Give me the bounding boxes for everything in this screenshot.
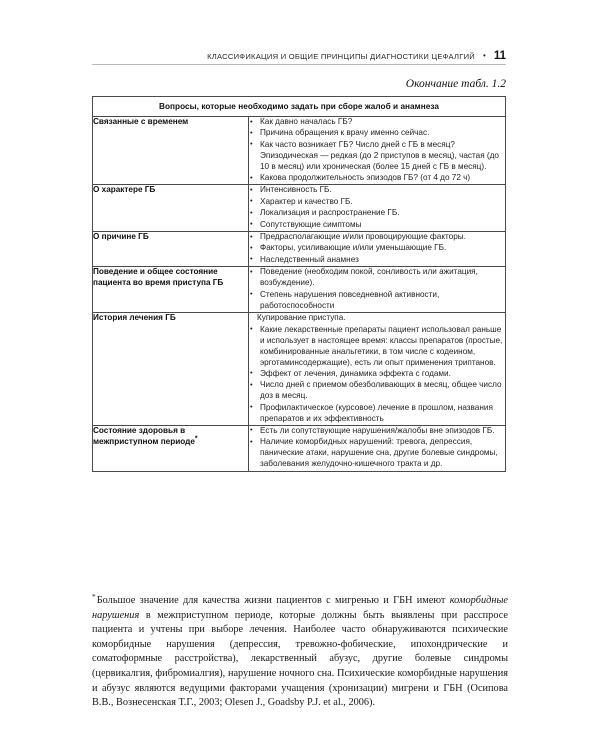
list-item: • Локализация и распространение ГБ.: [249, 208, 505, 219]
table-row: [93, 425, 506, 471]
list-item: • Причина обращения к врачу именно сейчас.: [249, 128, 505, 139]
row-category-label: Состояние здоровья в межприступном периоде: [93, 425, 195, 446]
list-item: • Характер и качество ГБ.: [249, 197, 505, 208]
row-content-cell: [249, 267, 506, 313]
bullet-list: [249, 325, 505, 425]
row-content-cell: [249, 425, 506, 471]
row-category-cell: История лечения ГБ: [93, 312, 249, 425]
row-content-cell: [249, 117, 506, 185]
list-item: • Какие лекарственные препараты пациент использовал раньше и использует в настоящее время: классы препаратов (простые, комбинированные анальгетики, в том числе с кодеином, эрготаминсодержащие), есть ли опыт применения триптанов.: [249, 325, 505, 369]
row-category-cell: О причине ГБ: [93, 232, 249, 267]
row-category-cell: Связанные с временем: [93, 117, 249, 185]
table-row: [93, 117, 506, 185]
list-item: • Сопутствующие симптомы: [249, 220, 505, 231]
list-item: • Как давно началась ГБ?: [249, 117, 505, 128]
table-caption: Окончание табл. 1.2: [405, 78, 506, 90]
list-item: • Как часто возникает ГБ? Число дней с ГБ в месяц? Эпизодическая — редкая (до 2 приступов в месяц), частая (до 10 в месяц) или хроническая (более 15 дней с ГБ в месяц).: [249, 140, 505, 173]
list-item: • Степень нарушения повседневной активности, работоспособности: [249, 290, 505, 312]
list-item: • Факторы, усиливающие и/или уменьшающие ГБ.: [249, 243, 505, 254]
row-category-cell: [93, 425, 249, 471]
bullet-list: [249, 117, 505, 184]
table-row: [93, 185, 506, 232]
table-row: [93, 267, 506, 313]
table-header-cell: Вопросы, которые необходимо задать при сборе жалоб и анамнеза: [93, 97, 506, 117]
list-item: • Какова продолжительность эпизодов ГБ? (от 4 до 72 ч): [249, 173, 505, 184]
list-item: • Есть ли сопутствующие нарушения/жалобы вне эпизодов ГБ.: [249, 426, 505, 437]
table-row: [93, 312, 506, 425]
page-number: 11: [493, 50, 506, 62]
list-item: • Наследственный анамнез: [249, 255, 505, 266]
row-content-cell: [249, 312, 506, 425]
table-body: [93, 97, 506, 472]
footnote: [92, 591, 508, 711]
header-divider: [92, 64, 506, 65]
bullet-list: [249, 426, 505, 470]
list-item: • Эффект от лечения, динамика эффекта с годами.: [249, 369, 505, 380]
row-category-cell: Поведение и общее состояние пациента во время приступа ГБ: [93, 267, 249, 313]
list-item: • Профилактическое (курсовое) лечение в прошлом, названия препаратов и их эффективность: [249, 403, 505, 425]
list-item: • Наличие коморбидных нарушений: тревога, депрессия, панические атаки, нарушение сна, другие болевые синдромы, заболевания желудочно-кишечного тракта и др.: [249, 437, 505, 470]
list-item: • Интенсивность ГБ.: [249, 185, 505, 196]
table-header-row: [93, 97, 506, 117]
footnote-reference-marker: *: [194, 434, 198, 442]
running-head-separator-dot-icon: •: [483, 51, 486, 60]
running-head-title: КЛАССИФИКАЦИЯ И ОБЩИЕ ПРИНЦИПЫ ДИАГНОСТИКИ ЦЕФАЛГИЙ: [207, 52, 476, 61]
row-intro-text: Купирование приступа.: [257, 312, 346, 322]
bullet-list: [249, 185, 505, 230]
bullet-list: [249, 232, 505, 266]
list-item: • Поведение (необходим покой, сонливость или ажитация, возбуждение).: [249, 267, 505, 289]
list-item: • Предрасполагающие и/или провоцирующие факторы.: [249, 232, 505, 243]
bullet-list: [249, 267, 505, 311]
list-item: • Число дней с приемом обезболивающих в месяц, общее число доз в месяц.: [249, 380, 505, 402]
footnote-text-part-two: в межприступном периоде, которые должны быть выявлены при расспросе пациента и учтены при выборе лечения. Наиболее часто обнаруживаются психические коморбидные нарушения (депрессия, тревожно-фобические, ипохондрические и соматоформные расстройства), лекарственный абузус, другие болевые синдромы (цервикалгия, фибромиалгия), нарушение ночного сна. Психические коморбидные нарушения и абузус являются ведущими факторами учащения (хронизации) мигрени и ГБН (Осипова В.В., Вознесенская Т.Г., 2003; Olesen J., Goadsby P.J. et al., 2006).: [92, 609, 508, 709]
row-content-cell: [249, 185, 506, 232]
row-category-cell: О характере ГБ: [93, 185, 249, 232]
footnote-text-part-one: Большое значение для качества жизни пациентов с мигренью и ГБН имеют: [96, 595, 450, 606]
running-head: [92, 50, 506, 62]
table-row: [93, 232, 506, 267]
row-content-cell: [249, 232, 506, 267]
anamnesis-questions-table: [92, 96, 506, 472]
footnote-emphasis-text: коморбидные нарушения: [92, 595, 508, 621]
footnote-marker: *: [92, 591, 96, 601]
